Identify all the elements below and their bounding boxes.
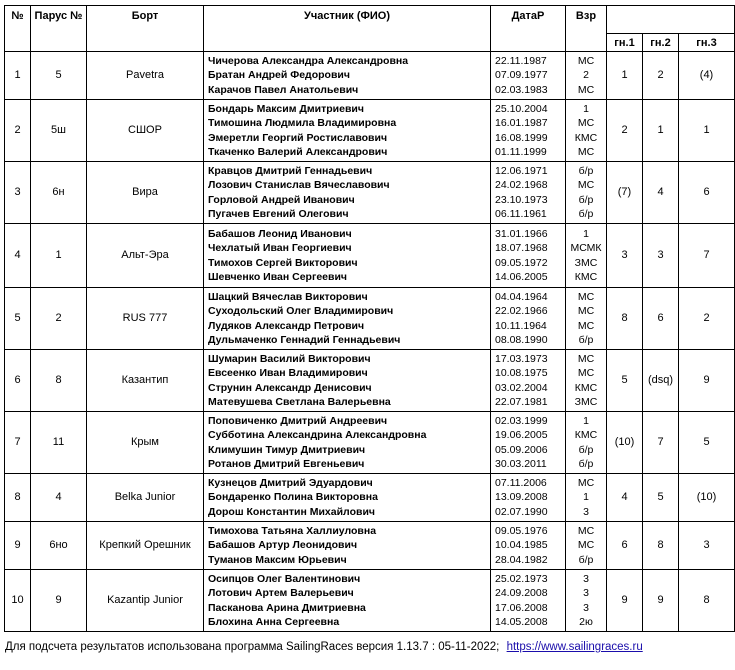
row-boat: Вира <box>87 162 204 224</box>
birth-date: 16.01.1987 <box>495 117 548 129</box>
row-names <box>204 522 491 570</box>
birth-date: 07.11.2006 <box>495 476 547 489</box>
birth-date: 07.09.1977 <box>495 69 548 82</box>
birth-date: 19.06.2005 <box>495 429 548 441</box>
race-1-result: 2 <box>607 100 643 162</box>
header-participants: Участник (ФИО) <box>204 6 491 52</box>
row-names <box>204 412 491 474</box>
participant-name: Тимошина Людмила Владимировна <box>208 117 397 129</box>
birth-date: 08.08.1990 <box>495 334 548 346</box>
birth-date: 09.05.1972 <box>495 256 548 269</box>
participant-name: Эмеретли Георгий Ростиславович <box>208 131 388 144</box>
header-boat: Борт <box>87 6 204 52</box>
row-sail: 5ш <box>31 100 87 162</box>
participant-name: Ткаченко Валерий Александрович <box>208 146 388 158</box>
row-boat: RUS 777 <box>87 288 204 350</box>
row-number: 7 <box>5 412 31 474</box>
birth-date: 01.11.1999 <box>495 146 547 158</box>
race-1-result: 4 <box>607 474 643 522</box>
participant-name: Шевченко Иван Сергеевич <box>208 271 348 283</box>
sport-rank: МС <box>577 524 595 537</box>
sport-rank: КМС <box>574 381 598 394</box>
race-3-result: 2 <box>679 288 735 350</box>
birth-date: 14.05.2008 <box>495 616 548 628</box>
participant-name: Карачов Павел Анатольевич <box>208 83 359 96</box>
race-2-result: 9 <box>643 570 679 632</box>
sport-rank: МС <box>577 54 595 67</box>
race-3-result: 3 <box>679 522 735 570</box>
sport-rank: 2ю <box>579 616 593 628</box>
participant-name: Бабашов Леонид Иванович <box>208 227 352 240</box>
participant-name: Субботина Александрина Александровна <box>208 429 427 441</box>
participant-name: Туманов Максим Юрьевич <box>208 553 347 566</box>
sport-rank: МС <box>577 83 595 96</box>
header-race-2: гн.2 <box>643 34 679 52</box>
participant-name: Дульмаченко Геннадий Геннадьевич <box>208 334 401 346</box>
race-2-result: 4 <box>643 162 679 224</box>
sport-rank: МСМК <box>570 242 602 254</box>
participant-name: Братан Андрей Федорович <box>208 69 350 82</box>
race-2-result: 5 <box>643 474 679 522</box>
participant-name: Бондарь Максим Дмитриевич <box>208 102 364 115</box>
sport-rank: МС <box>577 539 595 552</box>
header-number: № <box>5 6 31 52</box>
race-3-result: (4) <box>679 52 735 100</box>
race-3-result: 1 <box>679 100 735 162</box>
footer <box>5 641 643 653</box>
sport-rank: МС <box>577 305 595 317</box>
sport-rank: б/р <box>578 334 594 346</box>
sport-rank: 1 <box>583 414 589 427</box>
sailingraces-link[interactable]: https://www.sailingraces.ru <box>506 641 643 653</box>
race-1-result: 1 <box>607 52 643 100</box>
row-dates <box>491 350 566 412</box>
row-dates <box>491 412 566 474</box>
row-names <box>204 288 491 350</box>
sport-rank: б/р <box>578 553 594 566</box>
race-2-result: 6 <box>643 288 679 350</box>
participant-name: Кравцов Дмитрий Геннадьевич <box>208 164 373 177</box>
row-boat: Казантип <box>87 350 204 412</box>
row-names <box>204 350 491 412</box>
race-3-result: 7 <box>679 224 735 288</box>
birth-date: 16.08.1999 <box>495 131 548 144</box>
participant-name: Матевушева Светлана Валерьевна <box>208 396 391 408</box>
sport-rank: 1 <box>583 227 589 240</box>
participant-name: Осипцов Олег Валентинович <box>208 572 361 585</box>
row-ranks <box>566 224 607 288</box>
participant-name: Лотович Артем Валерьевич <box>208 587 354 599</box>
row-number: 10 <box>5 570 31 632</box>
row-boat: СШОР <box>87 100 204 162</box>
header-races-group <box>607 6 735 34</box>
birth-date: 22.02.1966 <box>495 305 548 317</box>
row-ranks <box>566 162 607 224</box>
participant-name: Ротанов Дмитрий Евгеньевич <box>208 458 365 470</box>
race-3-result: 8 <box>679 570 735 632</box>
race-3-result: (10) <box>679 474 735 522</box>
row-ranks <box>566 288 607 350</box>
table-row <box>5 412 735 474</box>
row-names <box>204 162 491 224</box>
row-number: 2 <box>5 100 31 162</box>
race-3-result: 6 <box>679 162 735 224</box>
row-names <box>204 52 491 100</box>
race-2-result: 1 <box>643 100 679 162</box>
header-sail: Парус № <box>31 6 87 52</box>
row-sail: 1 <box>31 224 87 288</box>
sport-rank: ЗМС <box>574 396 598 408</box>
table-row <box>5 350 735 412</box>
row-dates <box>491 52 566 100</box>
race-2-result: 3 <box>643 224 679 288</box>
row-boat: Крым <box>87 412 204 474</box>
participant-name: Струнин Александр Денисович <box>208 381 372 394</box>
row-dates <box>491 288 566 350</box>
birth-date: 17.06.2008 <box>495 601 548 614</box>
row-sail: 6н <box>31 162 87 224</box>
birth-date: 22.07.1981 <box>495 396 548 408</box>
birth-date: 02.03.1983 <box>495 83 548 96</box>
sport-rank: б/р <box>578 443 594 456</box>
race-1-result: 5 <box>607 350 643 412</box>
birth-date: 24.09.2008 <box>495 587 548 599</box>
birth-date: 10.08.1975 <box>495 367 548 379</box>
birth-date: 25.10.2004 <box>495 102 548 115</box>
birth-date: 04.04.1964 <box>495 290 548 303</box>
birth-date: 17.03.1973 <box>495 352 548 365</box>
table-row <box>5 224 735 288</box>
row-dates <box>491 570 566 632</box>
sport-rank: МС <box>577 367 595 379</box>
sport-rank: б/р <box>578 208 594 220</box>
row-number: 3 <box>5 162 31 224</box>
row-names <box>204 570 491 632</box>
results-table <box>4 5 735 632</box>
row-number: 8 <box>5 474 31 522</box>
participant-name: Лудяков Александр Петрович <box>208 319 365 332</box>
row-dates <box>491 162 566 224</box>
birth-date: 18.07.1968 <box>495 242 548 254</box>
race-2-result: 7 <box>643 412 679 474</box>
race-3-result: 5 <box>679 412 735 474</box>
row-number: 4 <box>5 224 31 288</box>
row-boat: Альт-Эра <box>87 224 204 288</box>
birth-date: 28.04.1982 <box>495 553 548 566</box>
row-ranks <box>566 570 607 632</box>
birth-date: 30.03.2011 <box>495 458 547 470</box>
sport-rank: МС <box>577 319 595 332</box>
row-boat: Belka Junior <box>87 474 204 522</box>
birth-date: 12.06.1971 <box>495 164 548 177</box>
participant-name: Пасканова Арина Дмитриевна <box>208 601 366 614</box>
race-3-result: 9 <box>679 350 735 412</box>
row-names <box>204 224 491 288</box>
row-number: 5 <box>5 288 31 350</box>
participant-name: Бабашов Артур Леонидович <box>208 539 358 552</box>
row-dates <box>491 474 566 522</box>
birth-date: 03.02.2004 <box>495 381 548 394</box>
race-2-result: 2 <box>643 52 679 100</box>
row-ranks <box>566 350 607 412</box>
row-number: 1 <box>5 52 31 100</box>
row-boat: Pavetra <box>87 52 204 100</box>
row-sail: 11 <box>31 412 87 474</box>
row-names <box>204 474 491 522</box>
birth-date: 25.02.1973 <box>495 572 548 585</box>
row-sail: 5 <box>31 52 87 100</box>
birth-date: 23.10.1973 <box>495 193 548 206</box>
race-1-result: 6 <box>607 522 643 570</box>
race-2-result: (dsq) <box>643 350 679 412</box>
table-row <box>5 570 735 632</box>
birth-date: 10.11.1964 <box>495 319 547 332</box>
row-boat: Kazantip Junior <box>87 570 204 632</box>
sport-rank: 3 <box>583 587 589 599</box>
participant-name: Дорош Константин Михайлович <box>208 505 375 518</box>
table-row <box>5 52 735 100</box>
row-dates <box>491 100 566 162</box>
birth-date: 10.04.1985 <box>495 539 548 552</box>
participant-name: Бондаренко Полина Викторовна <box>208 491 378 504</box>
sport-rank: МС <box>577 179 595 191</box>
row-dates <box>491 224 566 288</box>
birth-date: 05.09.2006 <box>495 443 548 456</box>
birth-date: 13.09.2008 <box>495 491 548 504</box>
sport-rank: МС <box>577 146 595 158</box>
row-dates <box>491 522 566 570</box>
sport-rank: КМС <box>574 131 598 144</box>
sport-rank: МС <box>577 352 595 365</box>
table-row <box>5 522 735 570</box>
row-ranks <box>566 412 607 474</box>
sport-rank: ЗМС <box>574 256 598 269</box>
participant-name: Евсеенко Иван Владимирович <box>208 367 368 379</box>
row-number: 9 <box>5 522 31 570</box>
participant-name: Чехлатый Иван Георгиевич <box>208 242 352 254</box>
sport-rank: КМС <box>574 271 598 283</box>
race-2-result: 8 <box>643 522 679 570</box>
birth-date: 24.02.1968 <box>495 179 548 191</box>
participant-name: Тимохова Татьяна Халлиуловна <box>208 524 377 537</box>
row-sail: 4 <box>31 474 87 522</box>
sport-rank: б/р <box>578 164 594 177</box>
header-rank: Взр <box>566 6 607 52</box>
participant-name: Климушин Тимур Дмитриевич <box>208 443 366 456</box>
birth-date: 02.07.1990 <box>495 505 548 518</box>
birth-date: 02.03.1999 <box>495 414 548 427</box>
table-row <box>5 474 735 522</box>
birth-date: 31.01.1966 <box>495 227 548 240</box>
race-1-result: 8 <box>607 288 643 350</box>
birth-date: 22.11.1987 <box>495 54 547 67</box>
race-1-result: 9 <box>607 570 643 632</box>
sport-rank: 2 <box>583 69 589 82</box>
sport-rank: МС <box>577 476 595 489</box>
sport-rank: МС <box>577 117 595 129</box>
table-row <box>5 288 735 350</box>
race-1-result: (7) <box>607 162 643 224</box>
row-names <box>204 100 491 162</box>
participant-name: Суходольский Олег Владимирович <box>208 305 394 317</box>
sport-rank: 1 <box>583 102 589 115</box>
race-1-result: 3 <box>607 224 643 288</box>
header-race-1: гн.1 <box>607 34 643 52</box>
sport-rank: 1 <box>583 491 589 504</box>
participant-name: Тимохов Сергей Викторович <box>208 256 358 269</box>
header-race-3: гн.3 <box>679 34 735 52</box>
participant-name: Чичерова Александра Александровна <box>208 54 409 67</box>
sport-rank: 3 <box>583 601 589 614</box>
row-ranks <box>566 52 607 100</box>
participant-name: Поповиченко Дмитрий Андреевич <box>208 414 388 427</box>
row-sail: 8 <box>31 350 87 412</box>
sport-rank: МС <box>577 290 595 303</box>
participant-name: Горловой Андрей Иванович <box>208 193 355 206</box>
birth-date: 14.06.2005 <box>495 271 548 283</box>
participant-name: Лозович Станислав Вячеславович <box>208 179 390 191</box>
row-sail: 6но <box>31 522 87 570</box>
row-ranks <box>566 474 607 522</box>
sport-rank: КМС <box>574 429 598 441</box>
footer-note: Для подсчета результатов использована программа SailingRaces версия 1.13.7 : 05-11-2022; <box>5 641 500 653</box>
sport-rank: 3 <box>583 572 589 585</box>
birth-date: 06.11.1961 <box>495 208 547 220</box>
row-sail: 9 <box>31 570 87 632</box>
sport-rank: б/р <box>578 458 594 470</box>
header-date: ДатаР <box>491 6 566 52</box>
row-ranks <box>566 522 607 570</box>
table-row <box>5 100 735 162</box>
row-ranks <box>566 100 607 162</box>
birth-date: 09.05.1976 <box>495 524 548 537</box>
sport-rank: б/р <box>578 193 594 206</box>
row-number: 6 <box>5 350 31 412</box>
sport-rank: 3 <box>583 505 589 518</box>
table-row <box>5 162 735 224</box>
row-sail: 2 <box>31 288 87 350</box>
participant-name: Кузнецов Дмитрий Эдуардович <box>208 476 373 489</box>
participant-name: Блохина Анна Сергеевна <box>208 616 340 628</box>
race-1-result: (10) <box>607 412 643 474</box>
participant-name: Пугачев Евгений Олегович <box>208 208 349 220</box>
participant-name: Шацкий Вячеслав Викторович <box>208 290 368 303</box>
row-boat: Крепкий Орешник <box>87 522 204 570</box>
participant-name: Шумарин Василий Викторович <box>208 352 371 365</box>
